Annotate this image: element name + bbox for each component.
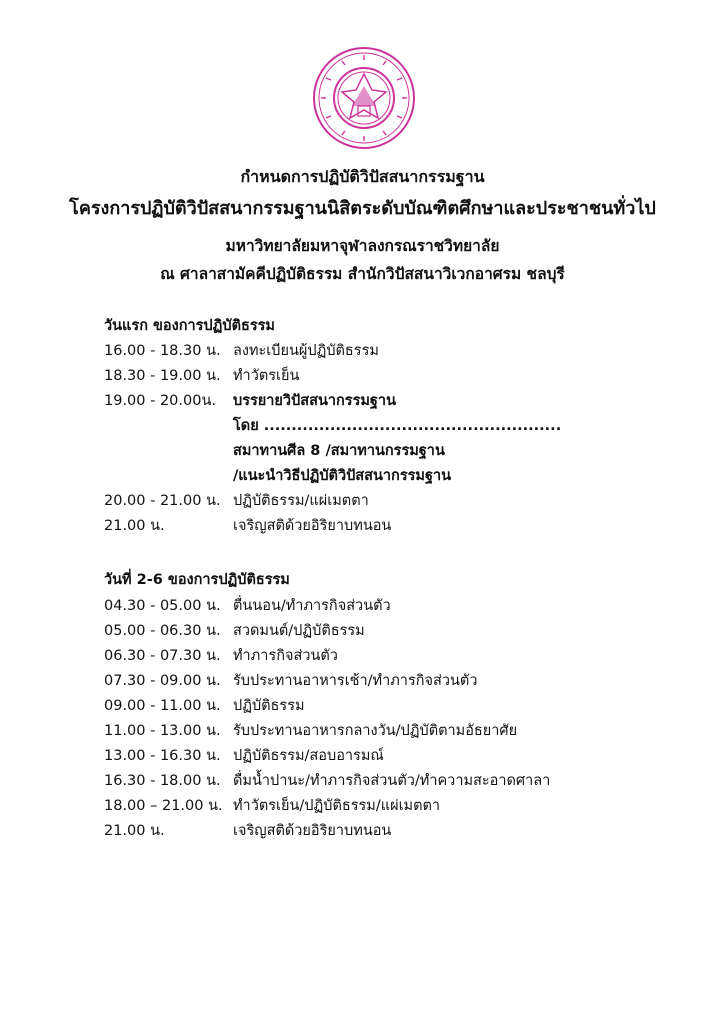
day1-heading: วันแรก ของการปฏิบัติธรรม [104, 318, 275, 334]
row-time: 19.00 - 20.00น. [104, 393, 216, 409]
row-activity: ปฏิบัติธรรม [233, 698, 305, 714]
row-time: 04.30 - 05.00 น. [104, 598, 221, 614]
schedule-row [0, 744, 725, 766]
day2-heading: วันที่ 2-6 ของการปฏิบัติธรรม [104, 572, 290, 588]
row-activity: ลงทะเบียนผู้ปฏิบัติธรรม [233, 343, 379, 359]
row-activity: โดย ...................................................... [233, 418, 562, 434]
schedule-row [0, 414, 725, 436]
row-activity: สวดมนต์/ปฏิบัติธรรม [233, 623, 365, 639]
schedule-row [0, 619, 725, 641]
schedule-row [0, 339, 725, 361]
row-activity: บรรยายวิปัสสนากรรมฐาน [233, 393, 396, 409]
schedule-row [0, 669, 725, 691]
row-time: 18.00 – 21.00 น. [104, 798, 223, 814]
schedule-row [0, 694, 725, 716]
row-activity: ดื่มน้ำปานะ/ทำภารกิจส่วนตัว/ทำความสะอาดศาลา [233, 773, 551, 789]
row-time: 07.30 - 09.00 น. [104, 673, 221, 689]
schedule-row [0, 439, 725, 461]
row-activity: ปฏิบัติธรรม/สอบอารมณ์ [233, 748, 384, 764]
schedule-row [0, 594, 725, 616]
schedule-row [0, 769, 725, 791]
document-title: กำหนดการปฏิบัติวิปัสสนากรรมฐาน [240, 167, 485, 186]
row-time: 21.00 น. [104, 518, 165, 534]
university-seal-icon [312, 46, 416, 150]
schedule-row [0, 389, 725, 411]
venue-line: ณ ศาลาสามัคคีปฏิบัติธรรม สำนักวิปัสสนาวิเวกอาศรม ชลบุรี [160, 265, 565, 283]
row-activity: /แนะนำวิธีปฏิบัติวิปัสสนากรรมฐาน [233, 468, 452, 484]
row-activity: รับประทานอาหารเช้า/ทำภารกิจส่วนตัว [233, 673, 478, 689]
schedule-row [0, 719, 725, 741]
row-time: 13.00 - 16.30 น. [104, 748, 221, 764]
project-title: โครงการปฏิบัติวิปัสสนากรรมฐานนิสิตระดับบัณฑิตศึกษาและประชาชนทั่วไป [69, 198, 656, 219]
row-time: 16.00 - 18.30 น. [104, 343, 221, 359]
row-time: 21.00 น. [104, 823, 165, 839]
schedule-row [0, 794, 725, 816]
schedule-row [0, 464, 725, 486]
row-activity: รับประทานอาหารกลางวัน/ปฏิบัติตามอัธยาศัย [233, 723, 518, 739]
row-time: 18.30 - 19.00 น. [104, 368, 221, 384]
row-activity: ปฏิบัติธรรม/แผ่เมตตา [233, 493, 369, 509]
schedule-row [0, 489, 725, 511]
row-time: 20.00 - 21.00 น. [104, 493, 221, 509]
row-time: 06.30 - 07.30 น. [104, 648, 221, 664]
row-activity: สมาทานศีล 8 /สมาทานกรรมฐาน [233, 443, 445, 459]
row-time: 11.00 - 13.00 น. [104, 723, 221, 739]
schedule-row [0, 514, 725, 536]
row-time: 09.00 - 11.00 น. [104, 698, 221, 714]
row-activity: ตื่นนอน/ทำภารกิจส่วนตัว [233, 598, 391, 614]
row-activity: ทำวัตรเย็น/ปฏิบัติธรรม/แผ่เมตตา [233, 798, 441, 814]
schedule-row [0, 819, 725, 841]
row-activity: เจริญสติด้วยอิริยาบทนอน [233, 823, 392, 839]
row-activity: ทำวัตรเย็น [233, 368, 300, 384]
row-activity: เจริญสติด้วยอิริยาบทนอน [233, 518, 392, 534]
schedule-row [0, 364, 725, 386]
row-activity: ทำภารกิจส่วนตัว [233, 648, 338, 664]
row-time: 05.00 - 06.30 น. [104, 623, 221, 639]
row-time: 16.30 - 18.00 น. [104, 773, 221, 789]
university-name: มหาวิทยาลัยมหาจุฬาลงกรณราชวิทยาลัย [225, 237, 500, 255]
schedule-row [0, 644, 725, 666]
